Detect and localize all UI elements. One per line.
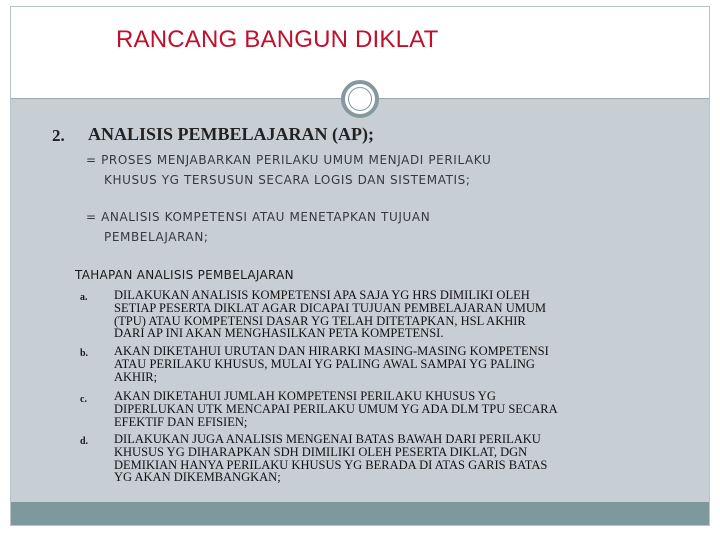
step-b-line: AKAN DIKETAHUI URUTAN DAN HIRARKI MASING-MASING KOMPETENSI (114, 344, 549, 358)
definition-1-line-2: KHUSUS YG TERSUSUN SECARA LOGIS DAN SISTEMATIS; (104, 173, 471, 187)
step-d-marker: d. (80, 436, 89, 447)
definition-2-line-1: = ANALISIS KOMPETENSI ATAU MENETAPKAN TUJUAN (86, 210, 431, 224)
step-a-line: DARI AP INI AKAN MENGHASILKAN PETA KOMPETENSI. (114, 326, 444, 341)
step-d-line: DILAKUKAN JUGA ANALISIS MENGENAI BATAS BAWAH DARI PERILAKU (114, 432, 541, 446)
step-a-text (114, 289, 546, 340)
step-d-line: DEMIKIAN HANYA PERILAKU KHUSUS YG BERADA DI ATAS GARIS BATAS (114, 457, 548, 472)
step-c-line: EFEKTIF DAN EFISIEN; (114, 414, 248, 429)
section-heading: ANALISIS PEMBELAJARAN (AP); (88, 124, 375, 144)
step-b-text (114, 345, 549, 383)
step-b-line: AKHIR; (114, 369, 158, 384)
step-d-text (114, 433, 547, 484)
step-b-marker: b. (80, 348, 89, 359)
step-c-line: DIPERLUKAN UTK MENCAPAI PERILAKU UMUM YG ADA DLM TPU SECARA (114, 401, 558, 416)
divider-circle-ornament (341, 80, 379, 118)
step-c-marker: c. (80, 394, 87, 405)
step-a-line: (TPU) ATAU KOMPETENSI DASAR YG TELAH DITETAPKAN, HSL AKHIR (114, 313, 526, 328)
step-a-line: DILAKUKAN ANALISIS KOMPETENSI APA SAJA YG HRS DIMILIKI OLEH (114, 288, 530, 302)
footer-bar (11, 502, 709, 525)
subheading: TAHAPAN ANALISIS PEMBELAJARAN (75, 268, 294, 282)
step-c-line: AKAN DIKETAHUI JUMLAH KOMPETENSI PERILAKU KHUSUS YG (114, 389, 496, 403)
step-a-marker: a. (80, 292, 88, 303)
slide-title: RANCANG BANGUN DIKLAT (116, 26, 439, 53)
step-a-line: SETIAP PESERTA DIKLAT AGAR DICAPAI TUJUAN PEMBELAJARAN UMUM (114, 300, 546, 315)
step-b-line: ATAU PERILAKU KHUSUS, MULAI YG PALING AWAL SAMPAI YG PALING (114, 356, 535, 371)
heading-number: 2. (52, 126, 65, 145)
definition-1-line-1: = PROSES MENJABARKAN PERILAKU UMUM MENJADI PERILAKU (86, 153, 492, 167)
step-d-line: KHUSUS YG DIHARAPKAN SDH DIMILIKI OLEH PESERTA DIKLAT, DGN (114, 444, 528, 459)
step-c-text (114, 390, 558, 428)
step-d-line: YG AKAN DIKEMBANGKAN; (114, 470, 281, 485)
definition-2-line-2: PEMBELAJARAN; (104, 230, 209, 244)
